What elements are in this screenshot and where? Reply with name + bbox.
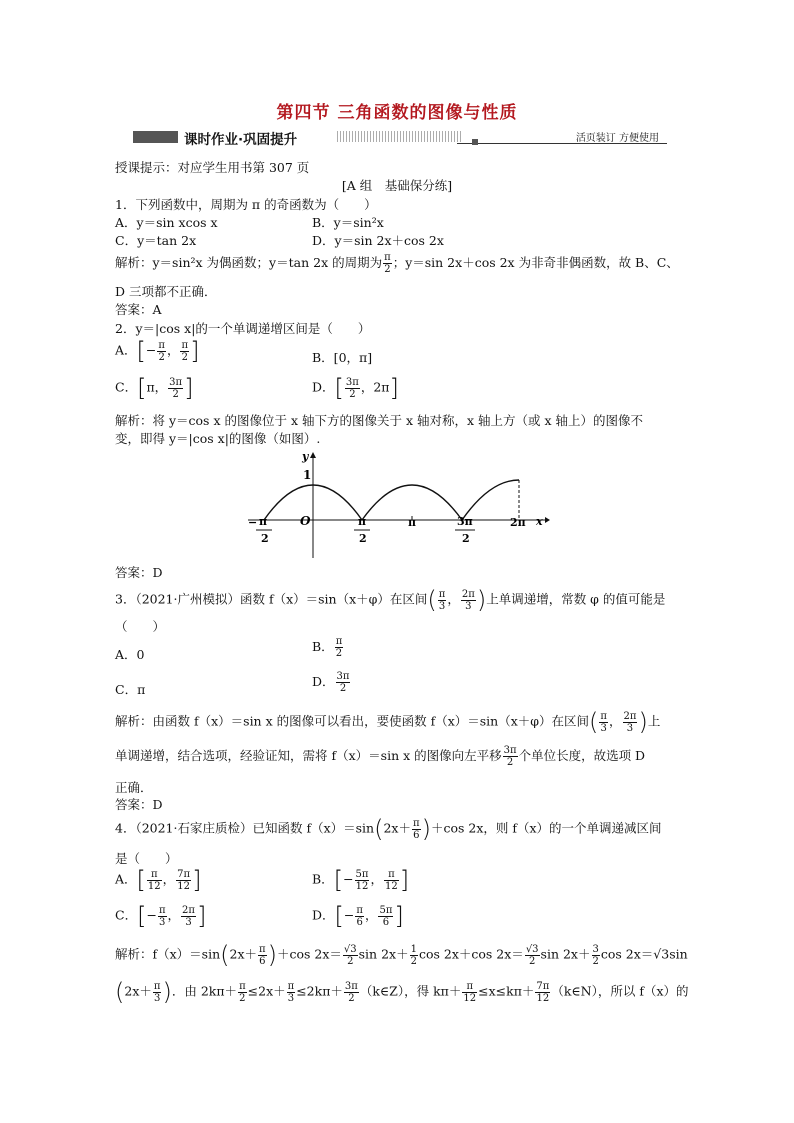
cos-abs-graph: [240, 446, 550, 561]
q3-option-d: D． $\frac{3\pi}{2}$: [312, 671, 350, 694]
pi2-num: π: [358, 515, 367, 528]
2pi-label: 2π: [510, 516, 526, 529]
q4-stem-line1: 4．（2021·石家庄质检）已知函数 f（x）＝sin(2x＋ $\frac{\pi}{6}$ )＋cos 2x，则 f（x）的一个单调递减区间: [115, 815, 662, 843]
q3-option-c: C．π: [115, 682, 146, 697]
q1-stem: 1．下列函数中，周期为 π 的奇函数为（ ）: [115, 197, 377, 212]
one-label: 1: [303, 468, 312, 482]
q1-solution-line1: [115, 252, 679, 275]
q1-sol-text-a: 解析：y＝sin²x 为偶函数；y＝tan 2x 的周期为: [115, 255, 383, 270]
banner: [127, 128, 667, 146]
q1-option-b: B．y＝sin²x: [312, 215, 384, 230]
q3-answer: 答案：D: [115, 797, 163, 812]
neg-sign: −: [248, 516, 258, 529]
q3-stem-line1: 3．（2021·广州模拟）函数 f（x）＝sin（x＋φ）在区间( $\frac{\pi}{3}$ ， $\frac{2\pi}{3}$ )上单调递增，常数 φ 的值可能是: [115, 586, 666, 614]
neg-two: 2: [261, 532, 269, 545]
q2-solution-line2: 变，即得 y＝|cos x|的图像（如图）.: [115, 431, 321, 446]
fraction: $\frac{\pi}{2}$: [384, 252, 391, 275]
group-heading: [A 组 基础保分练]: [341, 178, 453, 193]
q3-solution-line3: 正确．: [115, 780, 153, 795]
q3-solution-line2: 单调递增，结合选项，经验证知，需将 f（x）＝sin x 的图像向左平移 $\frac{3\pi}{2}$ 个单位长度，故选项 D: [115, 745, 646, 768]
lecture-hint: 授课提示：对应学生用书第 307 页: [115, 160, 310, 175]
q1-option-d: D．y＝sin 2x＋cos 2x: [312, 233, 444, 248]
q2-option-a: A．[− $\frac{\pi}{2}$ ， $\frac{\pi}{2}$ ]: [115, 337, 200, 365]
y-label: y: [302, 450, 309, 463]
q2-option-b: B．[0，π]: [312, 350, 373, 365]
q1-option-a: A．y＝sin xcos x: [115, 215, 218, 230]
3pi2-num: 3π: [457, 515, 473, 528]
y-arrow: [310, 452, 316, 458]
q2-stem: 2．y＝|cos x|的一个单调递增区间是（ ）: [115, 321, 371, 336]
q1-sol-text-b: ；y＝sin 2x＋cos 2x 为非奇非偶函数，故 B、C、: [392, 255, 679, 270]
q4-option-d: D．[− $\frac{\pi}{6}$ ， $\frac{5\pi}{6}$ ]: [312, 902, 404, 930]
neg-pi: π: [259, 515, 268, 528]
banner-label: 课时作业·巩固提升: [184, 132, 298, 148]
q4-option-c: C．[− $\frac{\pi}{3}$ ， $\frac{2\pi}{3}$ ]: [115, 902, 207, 930]
q4-solution-line2: (2x＋ $\frac{\pi}{3}$ )．由 2kπ＋ $\frac{\pi}{2}$ ≤2x＋ $\frac{\pi}{3}$ ≤2kπ＋ $\frac{3\pi}{2}$ （k∈Z），得 kπ＋ $\frac{\pi}{12}$ ≤x≤kπ＋ $\frac{7\pi}{12}$ （k∈N），所以 f（x）的: [115, 978, 689, 1006]
section-title: 第四节 三角函数的图像与性质: [276, 103, 518, 123]
q4-option-b: B．[− $\frac{5\pi}{12}$ ， $\frac{\pi}{12}$ ]: [312, 866, 410, 894]
q4-stem-line2: 是（ ）: [115, 851, 178, 866]
q3-paren: （ ）: [115, 619, 166, 634]
pi2-den: 2: [359, 532, 367, 545]
banner-dots: [337, 131, 462, 142]
x-arrow: [545, 517, 550, 523]
q1-solution-line2: D 三项都不正确．: [115, 284, 217, 299]
q3-solution-line1: 解析：由函数 f（x）＝sin x 的图像可以看出，要使函数 f（x）＝sin（x＋φ）在区间( $\frac{\pi}{3}$ ， $\frac{2\pi}{3}$ )上: [115, 708, 661, 736]
x-label: x: [536, 515, 543, 528]
pi-label: π: [408, 516, 417, 529]
q1-option-c: C．y＝tan 2x: [115, 233, 197, 248]
banner-square: [472, 139, 478, 145]
q2-option-c: C．[π， $\frac{3\pi}{2}$ ]: [115, 374, 194, 402]
q2-option-d: D．[ $\frac{3\pi}{2}$ ，2π]: [312, 374, 399, 402]
q3-option-b: B． $\frac{\pi}{2}$: [312, 636, 343, 659]
q4-solution-line1: 解析：f（x）＝sin(2x＋ $\frac{\pi}{6}$ )＋cos 2x＝ $\frac{√3}{2}$ sin 2x＋ $\frac{1}{2}$ cos 2x＋cos 2x＝ $\frac{√3}{2}$ sin 2x＋ $\frac{3}{2}$ cos 2x＝√3sin: [115, 941, 688, 969]
q1-answer: 答案：A: [115, 302, 162, 317]
q4-option-a: A．[ $\frac{\pi}{12}$ ， $\frac{7\pi}{12}$ ]: [115, 866, 202, 894]
q3-option-a: A．0: [115, 647, 145, 662]
banner-right-note: 活页装订 方便使用: [575, 133, 659, 144]
3pi2-den: 2: [462, 532, 470, 545]
q2-answer: 答案：D: [115, 565, 163, 580]
origin-label: O: [300, 514, 311, 528]
q2-solution-line1: 解析：将 y＝cos x 的图像位于 x 轴下方的图像关于 x 轴对称，x 轴上方（或 x 轴上）的图像不: [115, 413, 643, 428]
banner-block: [133, 131, 178, 143]
